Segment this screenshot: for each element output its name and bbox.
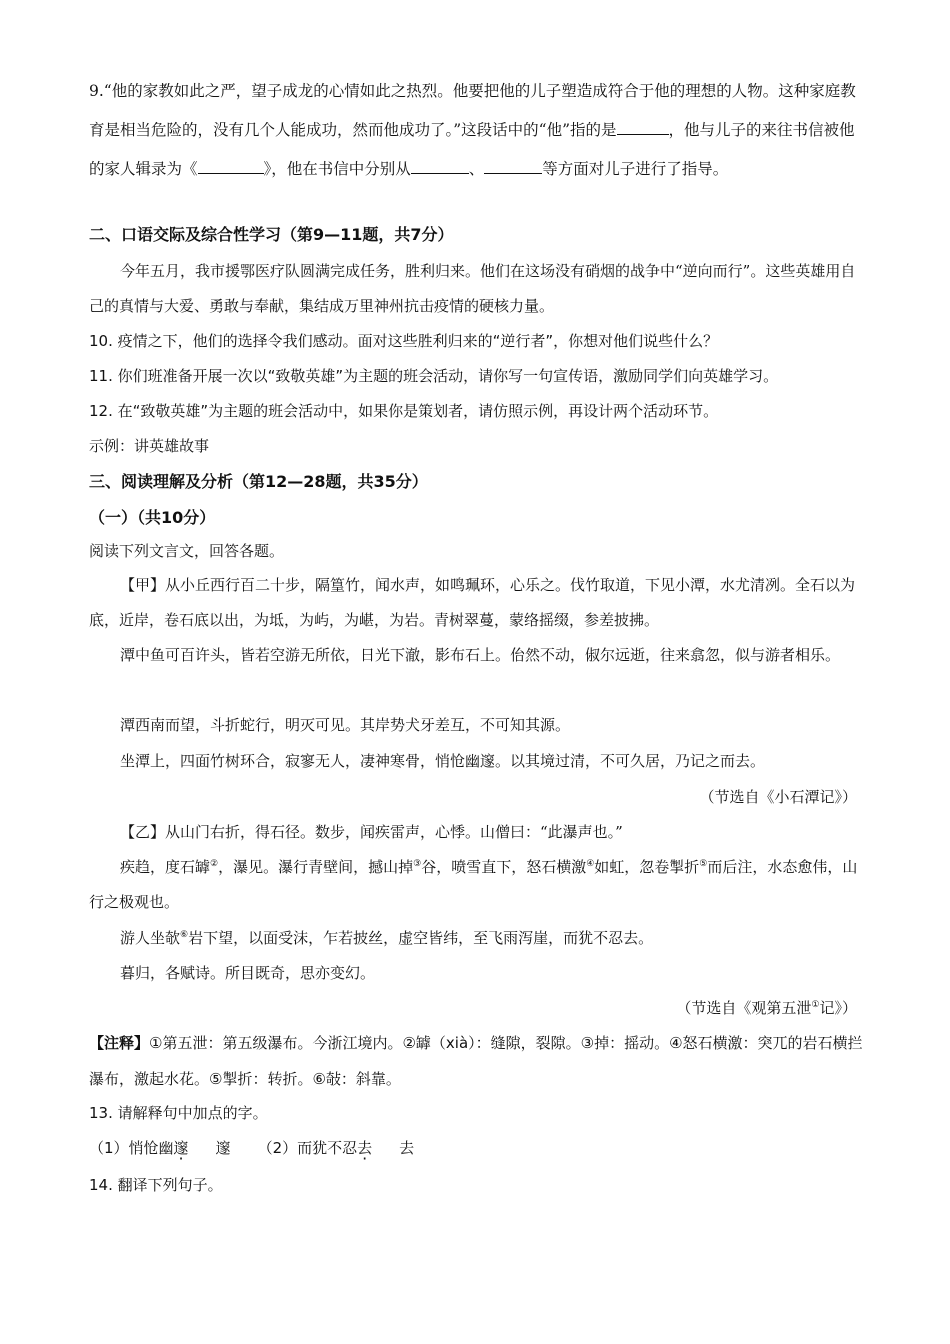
passage-yi-source: （节选自《观第五泄①记》） xyxy=(676,999,857,1017)
answer-blank[interactable] xyxy=(484,156,542,174)
passage-yi-p4: 暮归，各赋诗。所目既奇，思亦变幻。 xyxy=(120,964,376,982)
passage-yi-p2: 疾趋，度石罅②，瀑见。瀑行青壁间，撼山掉③谷，喷雪直下，怒石横激④如虹，忽卷掣折⑤而后注，水态愈伟，山行之极观也。 xyxy=(89,858,858,911)
passage-yi-p3: 游人坐欹⑥岩下望，以面受沫，乍若披丝，虚空皆纬，至飞雨泻崖，而犹不忍去。 xyxy=(120,929,654,947)
question-10: 10. 疫情之下，他们的选择令我们感动。面对这些胜利归来的“逆行者”，你想对他们说些什么？ xyxy=(89,332,719,350)
question-9: 9.“他的家教如此之严，望子成龙的心情如此之热烈。他要把他的儿子塑造成符合于他的理想的人物。这种家庭教育是相当危险的，没有几个人能成功，然而他成功了。”这段话中的“他”指的是 ，他与儿子的来往书信被他的家人辑录为《 》，他在书信中分别从 、 等方面对儿子进行了指导。 xyxy=(89,82,856,178)
annotations: 【注释】①第五泄：第五级瀑布。今浙江境内。②罅（xià）：缝隙，裂隙。③掉：摇动。④怒石横激：突兀的岩石横拦瀑布，激起水花。⑤掣折：转折。⑥敧：斜靠。 xyxy=(89,1034,863,1088)
question-13-items: （1）悄怆幽邃 邃 （2）而犹不忍去 去 xyxy=(89,1139,415,1157)
target-char: 去 xyxy=(399,1139,415,1157)
target-char: 邃 xyxy=(215,1139,231,1157)
question-12: 12. 在“致敬英雄”为主题的班会活动中，如果你是策划者，请仿照示例，再设计两个活动环节。 xyxy=(89,402,719,420)
answer-blank[interactable] xyxy=(198,156,264,174)
passage-yi-p1: 【乙】从山门右折，得石径。数步，闻疾雷声，心悸。山僧曰：“此瀑声也。” xyxy=(120,823,623,841)
passage-jia-source: （节选自《小石潭记》） xyxy=(699,788,857,806)
question-11: 11. 你们班准备开展一次以“致敬英雄”为主题的班会活动，请你写一句宣传语，激励同学们向英雄学习。 xyxy=(89,367,779,385)
section-2-heading: 二、口语交际及综合性学习（第9—11题，共7分） xyxy=(89,225,454,244)
reading-instruction: 阅读下列文言文，回答各题。 xyxy=(89,542,285,560)
passage-jia-p1: 【甲】从小丘西行百二十步，隔篁竹，闻水声，如鸣珮环，心乐之。伐竹取道，下见小潭，水尤清冽。全石以为底，近岸，卷石底以出，为坻，为屿，为嵁，为岩。青树翠蔓，蒙络摇缀，参差披拂。 xyxy=(89,576,856,629)
question-13: 13. 请解释句中加点的字。 xyxy=(89,1104,268,1122)
passage-jia-p2: 潭中鱼可百许头，皆若空游无所依，日光下澈，影布石上。佁然不动，俶尔远逝，往来翕忽，似与游者相乐。 xyxy=(120,646,841,664)
section-3-heading: 三、阅读理解及分析（第12—28题，共35分） xyxy=(89,472,428,491)
passage-jia-p3: 潭西南而望，斗折蛇行，明灭可见。其岸势犬牙差互，不可知其源。 xyxy=(120,716,571,734)
answer-blank[interactable] xyxy=(411,156,469,174)
section-2-passage: 今年五月，我市援鄂医疗队圆满完成任务，胜利归来。他们在这场没有硝烟的战争中“逆向而行”。这些英雄用自己的真情与大爱、勇敢与奉献，集结成万里神州抗击疫情的硬核力量。 xyxy=(89,262,856,315)
example-line: 示例：讲英雄故事 xyxy=(89,437,210,455)
passage-jia-p4: 坐潭上，四面竹树环合，寂寥无人，凄神寒骨，悄怆幽邃。以其境过清，不可久居，乃记之而去。 xyxy=(120,752,766,770)
question-14: 14. 翻译下列句子。 xyxy=(89,1176,223,1194)
subsection-1-heading: （一）（共10分） xyxy=(89,508,216,527)
dotted-char: 邃 xyxy=(173,1139,189,1157)
answer-blank[interactable] xyxy=(617,117,669,135)
dotted-char: 去 xyxy=(357,1139,373,1157)
